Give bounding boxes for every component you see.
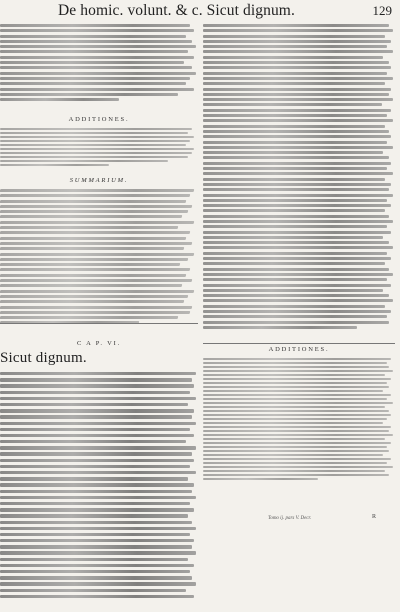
catchword: Tomo ij. pars V. Decr. bbox=[268, 516, 312, 521]
column-separator-left bbox=[0, 323, 198, 324]
right-body-text bbox=[203, 24, 395, 340]
chapter-opening bbox=[0, 350, 198, 612]
additiones-notes-right bbox=[203, 358, 395, 513]
additiones-heading-right: ADDITIONES. bbox=[268, 346, 330, 353]
chapter-label: C A P. VI. bbox=[76, 340, 122, 347]
additiones-notes-left bbox=[0, 128, 198, 174]
summarium-heading: SUMMARIUM. bbox=[69, 177, 129, 184]
running-header bbox=[58, 2, 392, 22]
running-title: De homic. volunt. & c. Sicut dignum. bbox=[58, 2, 295, 19]
chapter-start-heading bbox=[0, 350, 198, 367]
chapter-start-words: Sicut dignum. bbox=[0, 350, 87, 366]
additiones-heading-left: ADDITIONES. bbox=[68, 116, 130, 123]
summarium-list bbox=[0, 189, 198, 334]
chapter-body-text bbox=[0, 372, 198, 598]
opening-paragraph bbox=[0, 24, 198, 112]
page-number: 129 bbox=[372, 3, 392, 18]
signature-mark: R bbox=[372, 514, 377, 520]
column-separator-right bbox=[203, 343, 395, 344]
